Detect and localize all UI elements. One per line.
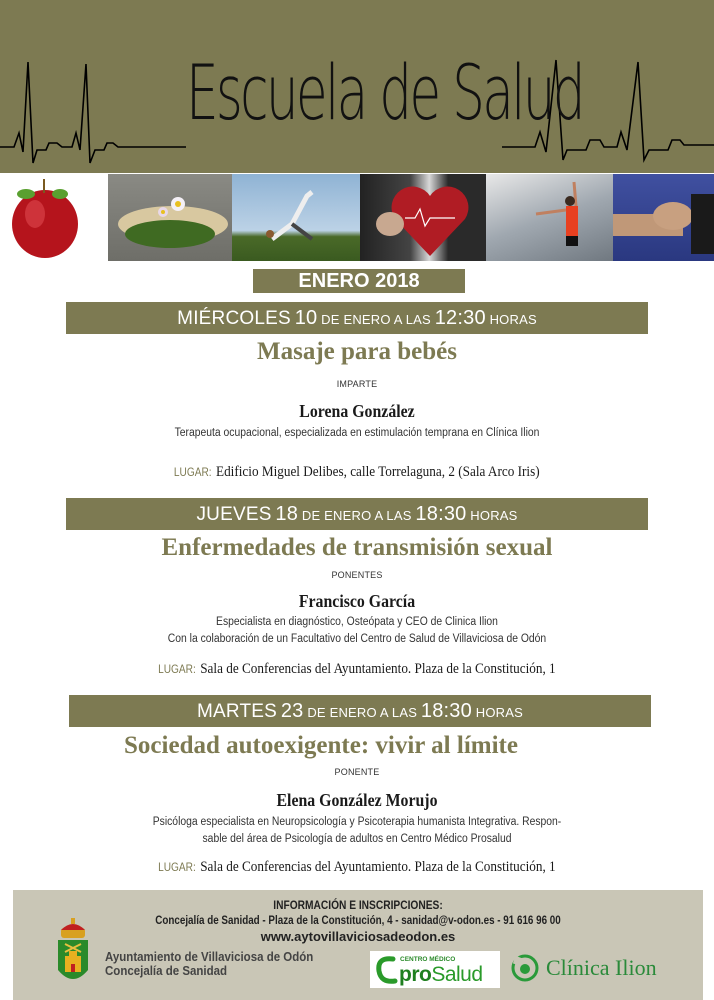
event-3-title: Sociedad autoexigente: vivir al límite xyxy=(124,732,518,759)
event-3-speaker: Elena González Morujo xyxy=(276,790,438,810)
blood-pressure-photo xyxy=(613,174,714,261)
description-line: Especialista en diagnóstico, Osteópata y CEO de Clinica Ilion xyxy=(216,616,498,628)
place-value: Edificio Miguel Delibes, calle Torrelaguna, 2 (Sala Arco Iris) xyxy=(216,464,540,480)
ayuntamiento-logo-text xyxy=(105,950,313,978)
event-2-date-bar xyxy=(66,498,648,530)
place-label: LUGAR: xyxy=(158,664,196,676)
event-1-role: IMPARTE xyxy=(336,379,378,389)
time-suffix: HORAS xyxy=(475,705,523,720)
day-name: JUEVES xyxy=(196,504,272,525)
event-3-place xyxy=(0,858,714,876)
place-label: LUGAR: xyxy=(158,862,196,874)
event-time: 18:30 xyxy=(420,700,472,722)
day-name: MARTES xyxy=(197,701,278,722)
event-1-date-bar xyxy=(66,302,648,334)
place-label: LUGAR: xyxy=(174,467,212,479)
description-line: Psicóloga especialista en Neuropsicología y Psicoterapia humanista Integrativa. Respon- xyxy=(152,816,562,828)
contact-line: Concejalía de Sanidad - Plaza de la Constitución, 4 - sanidad@v-odon.es - 91 616 96 00 xyxy=(155,913,561,927)
day-number: 10 xyxy=(294,307,318,329)
date-middle: DE ENERO A LAS xyxy=(321,312,431,327)
prosalud-logo xyxy=(370,951,500,988)
prosalud-pro: pro xyxy=(399,963,432,986)
place-value: Sala de Conferencias del Ayuntamiento. Plaza de la Constitución, 1 xyxy=(200,859,556,875)
month-label: ENERO 2018 xyxy=(253,269,465,293)
ilion-swirl-icon xyxy=(510,953,540,983)
coat-of-arms-icon xyxy=(55,918,91,988)
ayuntamiento-name: Ayuntamiento de Villaviciosa de Odón xyxy=(105,950,314,964)
event-3-role: PONENTE xyxy=(334,767,380,777)
prosalud-swirl-icon xyxy=(373,951,401,988)
yoga-photo xyxy=(232,174,360,261)
event-3-description xyxy=(36,814,679,848)
concejalia-name: Concejalía de Sanidad xyxy=(105,964,228,978)
date-middle: DE ENERO A LAS xyxy=(307,705,418,720)
event-2-role: PONENTES xyxy=(331,570,383,580)
footer-info xyxy=(13,890,703,1000)
event-1-description xyxy=(36,425,679,442)
place-value: Sala de Conferencias del Ayuntamiento. Plaza de la Constitución, 1 xyxy=(200,661,556,677)
event-1-place xyxy=(0,463,714,481)
event-2-place xyxy=(0,660,714,678)
day-number: 18 xyxy=(275,503,299,525)
page-title: Escuela de Salud xyxy=(186,48,583,137)
day-number: 23 xyxy=(280,700,304,722)
event-2-title: Enfermedades de transmisión sexual xyxy=(161,534,553,561)
clinica-ilion-logo xyxy=(510,950,657,986)
prosalud-name xyxy=(399,963,483,987)
description-line: sable del área de Psicología de adultos en Centro Médico Prosalud xyxy=(202,833,512,845)
time-suffix: HORAS xyxy=(489,312,537,327)
prosalud-subtitle: CENTRO MÉDICO xyxy=(400,956,456,963)
info-heading: INFORMACIÓN E INSCRIPCIONES: xyxy=(273,898,443,912)
event-2-speaker: Francisco García xyxy=(298,591,416,611)
stretching-photo xyxy=(486,174,613,261)
heart-photo xyxy=(360,174,486,261)
apple-photo xyxy=(0,174,108,261)
event-2-description xyxy=(36,614,679,648)
header-banner xyxy=(0,0,714,173)
photo-strip xyxy=(0,174,714,261)
description-line: Terapeuta ocupacional, especializada en estimulación temprana en Clínica Ilion xyxy=(174,427,540,439)
event-1-speaker: Lorena González xyxy=(299,401,415,421)
event-3-date-bar xyxy=(69,695,651,727)
flower-photo xyxy=(108,174,232,261)
event-time: 18:30 xyxy=(415,503,467,525)
date-middle: DE ENERO A LAS xyxy=(301,508,412,523)
day-name: MIÉRCOLES xyxy=(177,308,291,329)
event-time: 12:30 xyxy=(434,307,486,329)
description-line: Con la colaboración de un Facultativo del Centro de Salud de Villaviciosa de Odón xyxy=(167,633,547,645)
prosalud-salud: Salud xyxy=(431,963,483,986)
clinica-ilion-name: Clínica Ilion xyxy=(546,955,657,980)
time-suffix: HORAS xyxy=(470,508,518,523)
website-link[interactable]: www.aytovillaviciosadeodon.es xyxy=(260,929,456,944)
event-1-title: Masaje para bebés xyxy=(257,338,457,365)
